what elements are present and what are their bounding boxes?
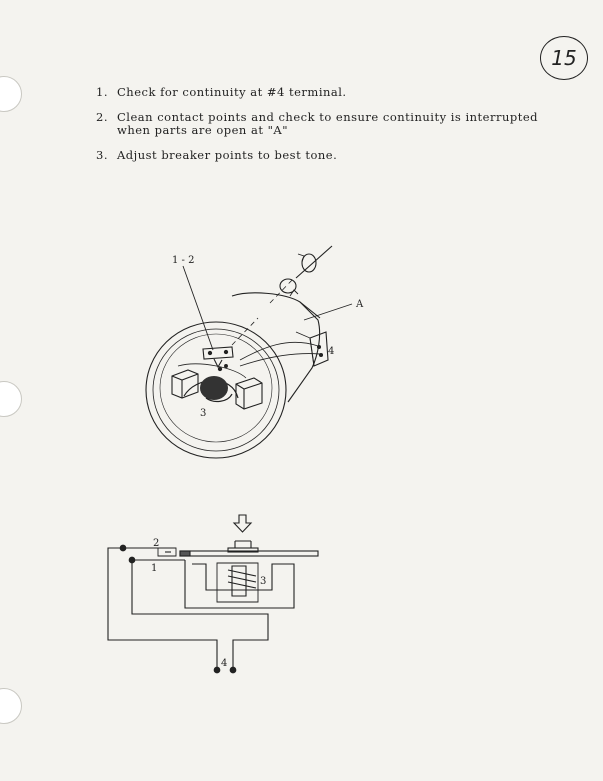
leader-line-1-2 — [183, 266, 213, 350]
rotation-axis — [296, 246, 332, 278]
housing-outline — [232, 293, 320, 402]
label-4: 4 — [221, 658, 228, 669]
step-number: 1. — [96, 85, 108, 99]
push-button — [235, 541, 251, 548]
wire-right — [132, 560, 268, 668]
press-arrow-icon — [234, 515, 251, 532]
step-number: 3. — [96, 148, 108, 162]
terminal-dot — [214, 667, 220, 673]
label-terminal-4: 4 — [328, 346, 335, 357]
label-1: 1 — [151, 563, 158, 574]
contact-plate — [203, 347, 233, 359]
terminal-dot — [230, 667, 236, 673]
label-3: 3 — [260, 576, 267, 587]
label-contact-points: 1 - 2 — [172, 255, 195, 266]
step-text: Adjust breaker points to best tone. — [117, 148, 338, 162]
pickup-assembly-figure — [146, 246, 352, 458]
label-magnet-3: 3 — [200, 408, 207, 419]
page-number: 15 — [540, 36, 588, 80]
step-text-line-1: Clean contact points and check to ensure continuity is interrupted — [117, 110, 539, 124]
magnet-core — [200, 376, 228, 400]
step-number: 2. — [96, 110, 108, 124]
label-2: 2 — [153, 538, 160, 549]
wiring-schematic-figure — [108, 515, 318, 673]
step-text: Check for continuity at #4 terminal. — [117, 85, 347, 99]
step-text-line-2: when parts are open at "A" — [117, 123, 288, 137]
label-a: A — [356, 299, 364, 310]
pole-block-right — [236, 378, 262, 409]
leader-line-a — [304, 304, 352, 320]
